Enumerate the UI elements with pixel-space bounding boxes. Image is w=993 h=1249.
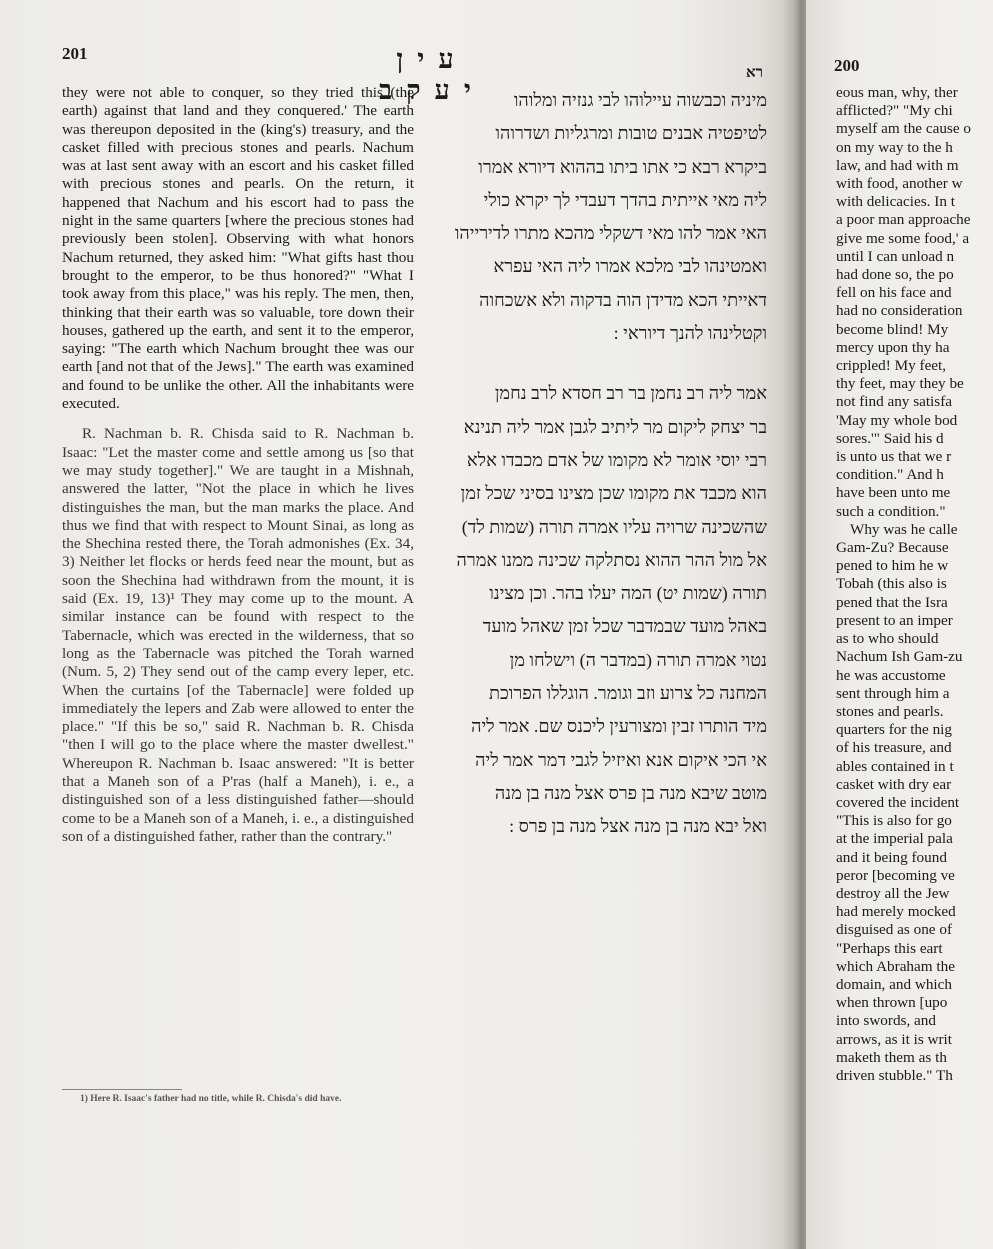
right-page-line: had done so, the po bbox=[836, 266, 954, 284]
hebrew-line: אי הכי איקום אנא ואיזיל לגבי דמר אמר ליה bbox=[475, 749, 767, 770]
hebrew-line: דאייתי הכא מדידן הוה בדקוה ולא אשכחוה bbox=[479, 289, 767, 310]
right-page-line: eous man, why, ther bbox=[836, 84, 958, 101]
right-page-line: on my way to the h bbox=[836, 138, 953, 156]
english-paragraph-2: R. Nachman b. R. Chisda said to R. Nachman b. Isaac: "Let the master come and settle among us [so that we may study together]." We are taught in a Mishnah, answered the latter, "Not the place in which he lives distinguishes the man, but the man marks the place. And thus we find that with respect to Mount Sinai, as long as the Shechina rested there, the Torah admonishes (Ex. 34, 3) Neither let flocks or herds feed near the mount, but as soon the Shechina had withdrawn from the mount, it is said (Ex. 19, 13)¹ They may come up to the mount. A similar instance can be found with respect to the Tabernacle, which was erected in the wilderness, that so long as the Tabernacle was pitched the Torah warned (Num. 5, 2) They send out of the camp every leper, etc. When the curtains [of the Tabernacle] were folded up immediately the lepers and Zab were allowed to enter the place." "If this be so," said R. Nachman b. R. Chisda "then I will go to the place where the master dwellest." Whereupon R. Nachman b. Isaac answered: "It is better that a Maneh son of a P'ras (half a Maneh), i. e., a distinguished son of a less distinguished father—should come to be a Maneh son of a Maneh, i. e., a distinguished son of a distinguished father, rather than the contrary." bbox=[62, 425, 414, 845]
right-page-line: had merely mocked bbox=[836, 903, 956, 921]
hebrew-line: נטוי אמרה תורה (במדבר ה) וישלחו מן bbox=[509, 649, 767, 670]
right-page-line: of his treasure, and bbox=[836, 739, 952, 757]
right-page-line: become blind! My bbox=[836, 320, 949, 338]
right-page-line: law, and had with m bbox=[836, 156, 959, 174]
right-page-line: crippled! My feet, bbox=[836, 357, 947, 375]
right-page-line: "This is also for go bbox=[836, 812, 952, 830]
paragraph-gap bbox=[447, 350, 767, 377]
running-head: עין יעקב bbox=[379, 44, 485, 105]
right-page-line: ables contained in t bbox=[836, 757, 954, 775]
right-page-line: arrows, as it is writ bbox=[836, 1030, 952, 1048]
hebrew-line: שהשכינה שרויה עליו אמרה תורה (שמות לד) bbox=[461, 516, 767, 537]
hebrew-line: לטיפטיה אבנים טובות ומרגליות ושדרוהו bbox=[495, 123, 767, 144]
right-page-line: destroy all the Jew bbox=[836, 884, 950, 902]
right-page-line: maketh them as th bbox=[836, 1048, 947, 1066]
book-gutter bbox=[782, 0, 808, 1249]
hebrew-line: באהל מועד שבמדבר שכל זמן שאהל מועד bbox=[482, 616, 767, 637]
footnote: 1) Here R. Isaac's father had no title, while R. Chisda's did have. bbox=[80, 1094, 342, 1104]
hebrew-line: הוא מכבד את מקומו שכן מצינו בסיני שכל זמן bbox=[460, 483, 767, 504]
right-page-line: at the imperial pala bbox=[836, 830, 953, 848]
right-page-line: not find any satisfa bbox=[836, 393, 952, 411]
right-page-line: Gam-Zu? Because bbox=[836, 539, 949, 557]
right-page-line: driven stubble." Th bbox=[836, 1066, 953, 1084]
hebrew-line: ואל יבא מנה בן מנה אצל מנה בן פרס : bbox=[509, 816, 767, 837]
right-page-line: casket with dry ear bbox=[836, 775, 952, 793]
hebrew-line: ביקרא רבא כי אתו ביתו בההוא דיורא אמרו bbox=[478, 156, 767, 177]
right-page-line: 'May my whole bod bbox=[836, 411, 958, 429]
right-page-line: Tobah (this also is bbox=[836, 575, 947, 593]
right-page-line: covered the incident bbox=[836, 793, 960, 811]
right-page-line: pened to him he w bbox=[836, 557, 949, 575]
right-page-line: had no consideration bbox=[836, 302, 963, 320]
right-page-line: condition." And h bbox=[836, 466, 944, 484]
hebrew-line: האי אמר להו מאי דשקלי מהכא מתרו לדירייהו bbox=[454, 223, 767, 244]
hebrew-line: בר יצחק ליקום מר ליתיב לגבן אמר ליה תנינא bbox=[463, 416, 767, 437]
right-page-number: 200 bbox=[834, 56, 860, 75]
hebrew-column bbox=[447, 84, 767, 844]
right-page-line: give me some food,' a bbox=[836, 229, 970, 247]
right-page-line: mercy upon thy ha bbox=[836, 338, 950, 356]
left-page-number: 201 bbox=[62, 44, 88, 63]
right-page-line: with food, another w bbox=[836, 175, 963, 193]
right-page-line: Why was he calle bbox=[850, 520, 958, 538]
hebrew-folio: רא bbox=[746, 65, 763, 81]
hebrew-line: אמר ליה רב נחמן בר רב חסדא לרב נחמן bbox=[494, 383, 767, 404]
right-page-line: into swords, and bbox=[836, 1012, 936, 1030]
hebrew-line: מיד הותרו זבין ומצורעין ליכנס שם. אמר ליה bbox=[471, 716, 767, 737]
hebrew-line: מוטב שיבא מנה בן פרס אצל מנה בן מנה bbox=[494, 782, 767, 803]
right-page-line: which Abraham the bbox=[836, 957, 955, 975]
right-page-line: when thrown [upo bbox=[836, 994, 948, 1012]
right-page-line: and it being found bbox=[836, 848, 947, 866]
right-page-line: myself am the cause o bbox=[836, 120, 971, 138]
english-column bbox=[62, 84, 414, 846]
right-page-line: is unto us that we r bbox=[836, 448, 952, 466]
hebrew-line: ואמטינהו לבי מלכא אמרו ליה האי עפרא bbox=[493, 256, 767, 277]
right-column bbox=[836, 84, 993, 1085]
right-page-line: afflicted?" "My chi bbox=[836, 102, 953, 120]
right-page-line: stones and pearls. bbox=[836, 702, 944, 720]
hebrew-line: תורה (שמות יט) המה יעלו בהר. וכן מצינו bbox=[489, 583, 767, 604]
right-page-line: present to an imper bbox=[836, 611, 953, 629]
right-page-line: sent through him a bbox=[836, 684, 950, 702]
right-page-line: Nachum Ish Gam-zu bbox=[836, 648, 963, 666]
right-page-line: he was accustome bbox=[836, 666, 946, 684]
right-page-line: disguised as one of bbox=[836, 921, 952, 939]
hebrew-line: ליה מאי אייתית בהדך דעבדי לך יקרא כולי bbox=[483, 189, 767, 210]
right-page-line: have been unto me bbox=[836, 484, 951, 502]
right-page-line: pened that the Isra bbox=[836, 593, 948, 611]
right-page-line: "Perhaps this eart bbox=[836, 939, 943, 957]
right-page bbox=[806, 0, 993, 1249]
right-page-line: thy feet, may they be bbox=[836, 375, 964, 393]
hebrew-line: רבי יוסי אומר לא מקומו של אדם מכבדו אלא bbox=[466, 449, 767, 470]
right-page-line: until I can unload n bbox=[836, 247, 955, 265]
right-page-line: such a condition." bbox=[836, 502, 946, 520]
right-page-line: domain, and which bbox=[836, 975, 952, 993]
right-page-line: as to who should bbox=[836, 630, 939, 648]
footnote-rule bbox=[62, 1089, 182, 1090]
right-page-line: peror [becoming ve bbox=[836, 866, 955, 884]
hebrew-line: אל מול ההר ההוא נסתלקה שכינה ממנו אמרה bbox=[456, 549, 767, 570]
right-page-line: sores.'" Said his d bbox=[836, 429, 944, 447]
hebrew-line: מיניה וכבשוה עיילוהו לבי גנזיה ומלוהו bbox=[513, 90, 767, 110]
right-page-line: a poor man approache bbox=[836, 211, 971, 229]
english-paragraph-1: they were not able to conquer, so they tried this (the earth) against that land and they conquered.' The earth was thereupon deposited in the (king's) treasury, and the casket filled with precious stones and pearls. Nachum was at last sent away with an escort and his casket filled with precious stones and pearls. On the return, it happened that Nachum and his escort had to pass the night in the same quarters [where the precious stones had previously been stolen]. Observing with what honors Nachum returned, they asked him: "What gifts hast thou brought to the emperor, to be thus honored?" "What I took away from this place," was his reply. The men, then, thinking that their earth was so valuable, tore down their houses, gathered up the earth, and sent it to the emperor, saying: "The earth which Nachum brought thee was our earth [and not that of the Jews]." The earth was examined and found to be unlike the other. All the inhabitants were executed. bbox=[62, 84, 414, 413]
right-page-line: fell on his face and bbox=[836, 284, 952, 302]
right-page-line: with delicacies. In t bbox=[836, 193, 955, 211]
right-page-line: quarters for the nig bbox=[836, 721, 952, 739]
hebrew-line: המחנה כל צרוע וזב וגומר. הוגללו הפרוכת bbox=[489, 683, 767, 704]
hebrew-line: וקטלינהו להנך דיוראי : bbox=[613, 323, 767, 344]
